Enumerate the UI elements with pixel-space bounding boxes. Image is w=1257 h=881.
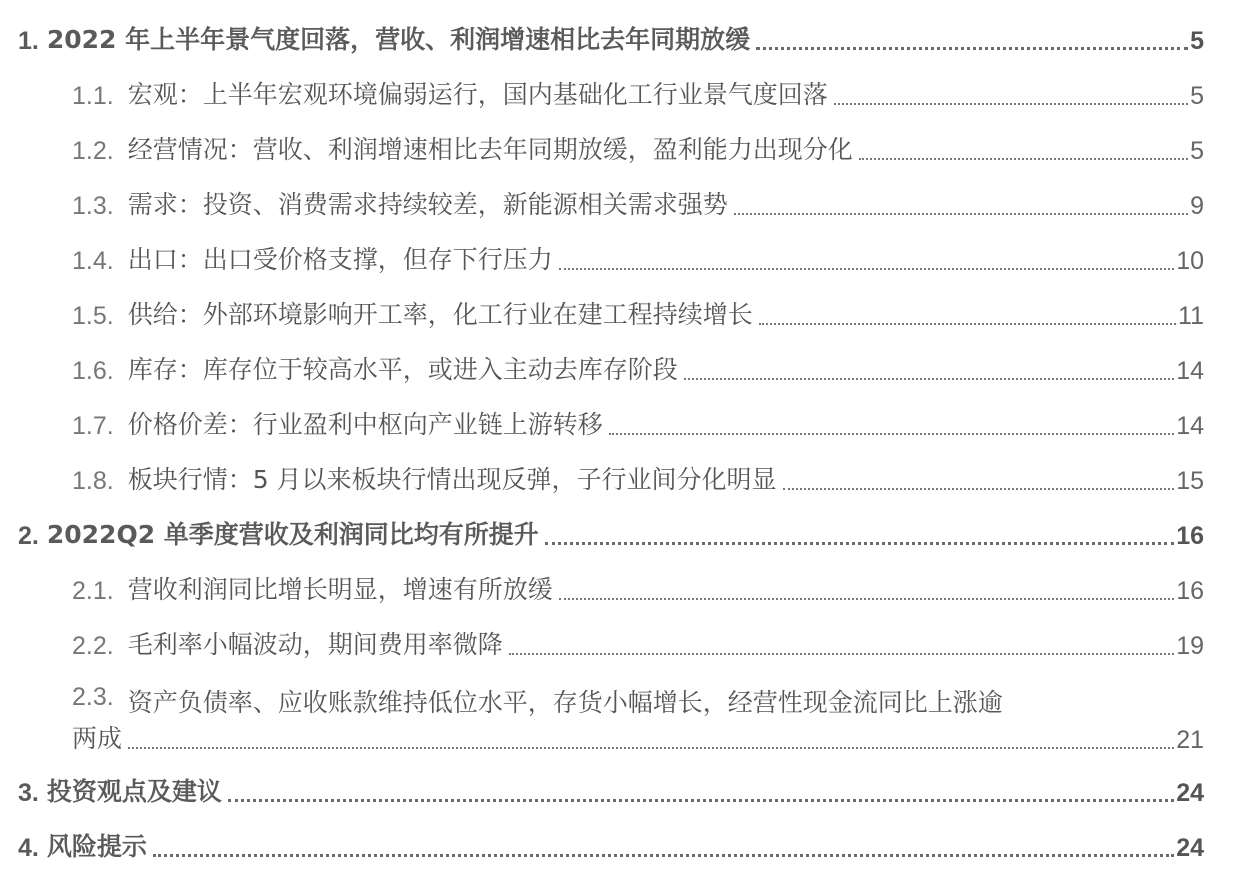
toc-title: 板块行情：5 月以来板块行情出现反弹，子行业间分化明显 bbox=[127, 465, 777, 494]
toc-entry-1-4[interactable] bbox=[18, 234, 1204, 289]
dot-leader bbox=[859, 158, 1188, 160]
dot-leader bbox=[734, 213, 1188, 215]
toc-entry-1[interactable] bbox=[18, 14, 1204, 69]
toc-entry-1-1[interactable] bbox=[18, 69, 1204, 124]
dot-leader bbox=[756, 47, 1188, 50]
toc-entry-1-8[interactable] bbox=[18, 454, 1204, 509]
toc-title: 经营情况：营收、利润增速相比去年同期放缓，盈利能力出现分化 bbox=[127, 135, 853, 164]
toc-title: 出口：出口受价格支撑，但存下行压力 bbox=[127, 245, 553, 274]
toc-title: 2022 年上半年景气度回落，营收、利润增速相比去年同期放缓 bbox=[46, 25, 751, 54]
toc-number: 1.5. bbox=[72, 302, 114, 330]
toc-page-number: 11 bbox=[1178, 302, 1204, 330]
dot-leader bbox=[759, 323, 1176, 325]
toc-number: 1.8. bbox=[72, 467, 114, 495]
table-of-contents bbox=[18, 14, 1204, 876]
toc-page-number: 14 bbox=[1176, 357, 1204, 385]
toc-number: 1. bbox=[18, 27, 39, 55]
toc-page-number: 14 bbox=[1176, 412, 1204, 440]
dot-leader bbox=[559, 268, 1174, 270]
toc-entry-1-7[interactable] bbox=[18, 399, 1204, 454]
toc-number: 2. bbox=[18, 522, 39, 550]
dot-leader bbox=[228, 799, 1174, 802]
toc-entry-4[interactable] bbox=[18, 821, 1204, 876]
toc-number: 1.6. bbox=[72, 357, 114, 385]
toc-page-number: 10 bbox=[1176, 247, 1204, 275]
toc-title: 毛利率小幅波动，期间费用率微降 bbox=[127, 630, 503, 659]
toc-title-second-line bbox=[72, 719, 1204, 755]
dot-leader bbox=[128, 747, 1174, 749]
dot-leader bbox=[509, 653, 1174, 655]
toc-title: 2022Q2 单季度营收及利润同比均有所提升 bbox=[46, 520, 539, 549]
dot-leader bbox=[559, 598, 1174, 600]
toc-page-number: 9 bbox=[1190, 192, 1204, 220]
toc-number: 2.1. bbox=[72, 577, 114, 605]
toc-title: 宏观：上半年宏观环境偏弱运行，国内基础化工行业景气度回落 bbox=[127, 80, 828, 109]
toc-page-number: 15 bbox=[1176, 467, 1204, 495]
toc-page-number: 24 bbox=[1176, 834, 1204, 862]
toc-page-number: 21 bbox=[1176, 726, 1204, 754]
toc-entry-2-3[interactable] bbox=[18, 674, 1204, 766]
toc-entry-1-3[interactable] bbox=[18, 179, 1204, 234]
toc-entry-1-6[interactable] bbox=[18, 344, 1204, 399]
toc-number: 1.4. bbox=[72, 247, 114, 275]
toc-page-number: 5 bbox=[1190, 27, 1204, 55]
dot-leader bbox=[153, 854, 1174, 857]
toc-number: 1.2. bbox=[72, 137, 114, 165]
dot-leader bbox=[684, 378, 1174, 380]
toc-page-number: 19 bbox=[1176, 632, 1204, 660]
dot-leader bbox=[609, 433, 1174, 435]
dot-leader bbox=[545, 542, 1174, 545]
toc-entry-2[interactable] bbox=[18, 509, 1204, 564]
toc-entry-1-2[interactable] bbox=[18, 124, 1204, 179]
toc-title: 供给：外部环境影响开工率，化工行业在建工程持续增长 bbox=[127, 300, 753, 329]
toc-title-first-line bbox=[72, 683, 1204, 719]
toc-title: 价格价差：行业盈利中枢向产业链上游转移 bbox=[127, 410, 603, 439]
toc-title: 营收利润同比增长明显，增速有所放缓 bbox=[127, 575, 553, 604]
toc-number: 4. bbox=[18, 834, 39, 862]
toc-number: 1.3. bbox=[72, 192, 114, 220]
toc-number: 1.1. bbox=[72, 82, 114, 110]
toc-number: 2.2. bbox=[72, 632, 114, 660]
toc-number: 1.7. bbox=[72, 412, 114, 440]
toc-number: 3. bbox=[18, 779, 39, 807]
toc-number: 2.3. bbox=[72, 683, 114, 711]
toc-page-number: 16 bbox=[1176, 522, 1204, 550]
toc-entry-2-1[interactable] bbox=[18, 564, 1204, 619]
dot-leader bbox=[834, 103, 1188, 105]
toc-title: 资产负债率、应收账款维持低位水平，存货小幅增长，经营性现金流同比上涨逾 bbox=[127, 688, 1003, 717]
toc-page-number: 5 bbox=[1190, 82, 1204, 110]
toc-page-number: 16 bbox=[1176, 577, 1204, 605]
toc-title: 库存：库存位于较高水平，或进入主动去库存阶段 bbox=[127, 355, 678, 384]
toc-page-number: 5 bbox=[1190, 137, 1204, 165]
toc-entry-2-2[interactable] bbox=[18, 619, 1204, 674]
toc-entry-1-5[interactable] bbox=[18, 289, 1204, 344]
toc-page-number: 24 bbox=[1176, 779, 1204, 807]
toc-title: 需求：投资、消费需求持续较差，新能源相关需求强势 bbox=[127, 190, 728, 219]
dot-leader bbox=[783, 488, 1175, 490]
toc-entry-3[interactable] bbox=[18, 766, 1204, 821]
toc-title-continuation: 两成 bbox=[72, 724, 123, 753]
toc-title: 投资观点及建议 bbox=[46, 777, 222, 806]
toc-title: 风险提示 bbox=[46, 832, 147, 861]
